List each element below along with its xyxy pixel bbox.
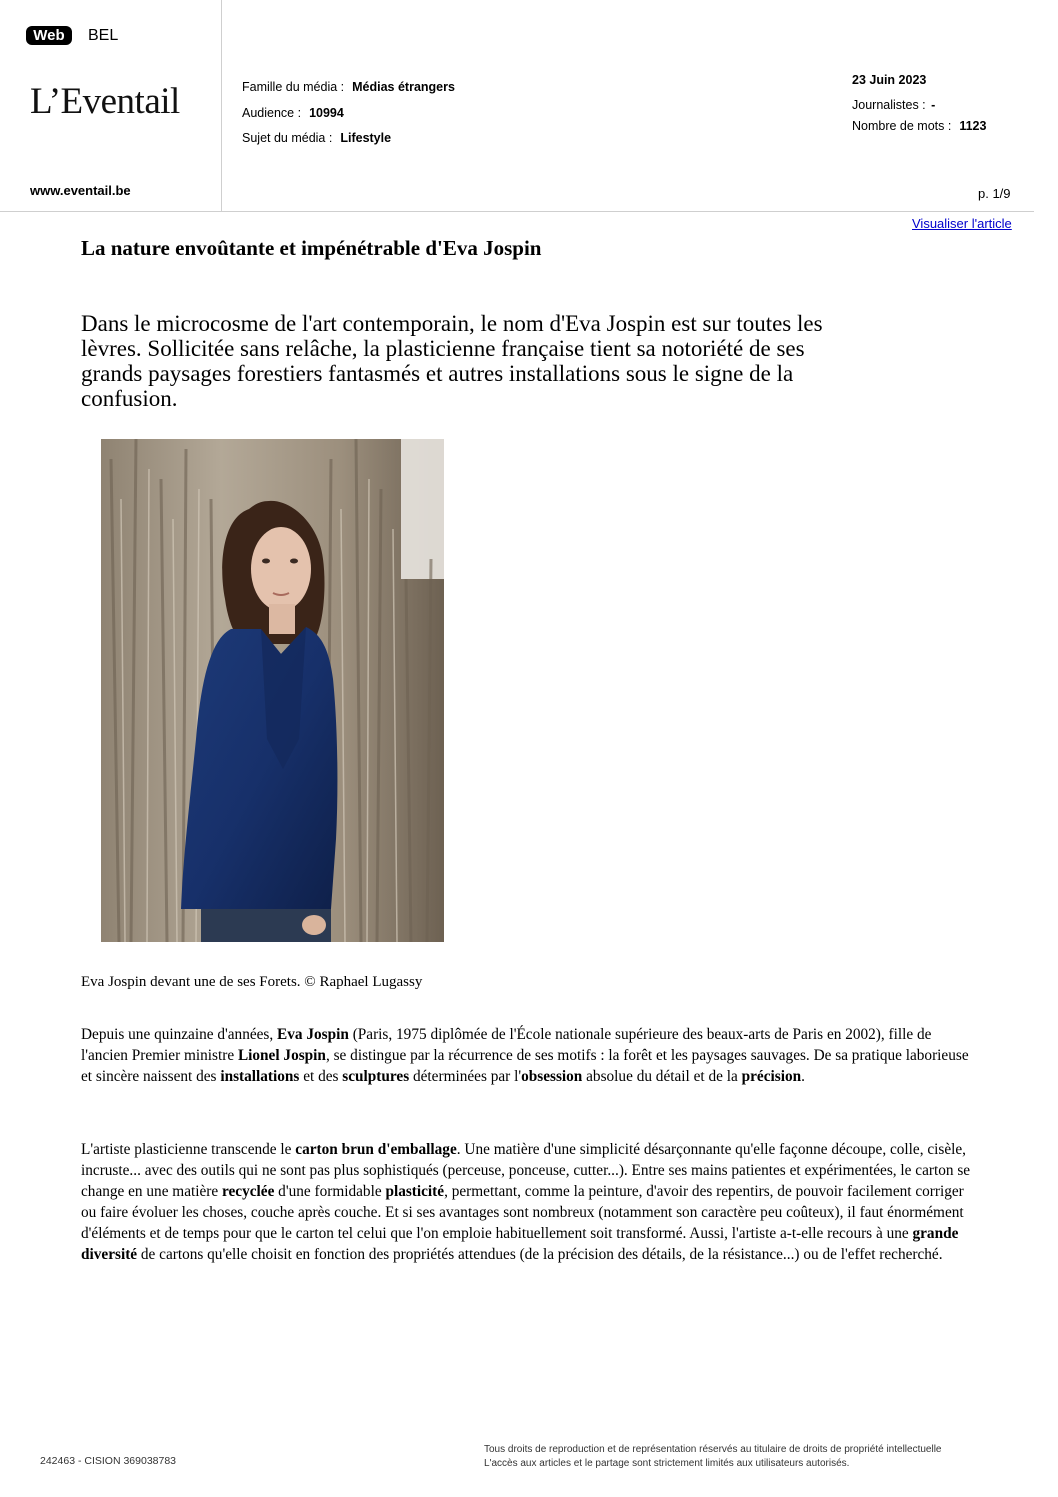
meta-media-family [242, 80, 455, 94]
meta-subject-value: Lifestyle [340, 131, 392, 145]
view-article-link[interactable]: Visualiser l'article [912, 216, 1012, 231]
text-run: d'une formidable [274, 1183, 386, 1200]
article-paragraph-1 [81, 1024, 981, 1087]
meta-audience-value: 10994 [309, 106, 344, 120]
meta-journalists-value: - [931, 98, 936, 112]
bold-text-run: Lionel Jospin [237, 1047, 326, 1064]
bold-text-run: précision [741, 1068, 802, 1085]
country-code: BEL [88, 27, 119, 44]
copyright-line-1: Tous droits de reproduction et de représentation réservés au titulaire de droits de propriété intellectuelle [484, 1444, 942, 1455]
article-photo [101, 439, 444, 942]
text-run: déterminées par l' [409, 1068, 522, 1085]
meta-audience [242, 106, 344, 120]
bold-text-run: installations [220, 1068, 300, 1085]
publication-logo: L’Eventail [30, 81, 180, 122]
text-run: . Une matière d'une simplicité désarçonnante qu'elle façonne découpe, colle, cisèle, incruste... avec des outils qui ne sont pas plus sophistiqués (perceuse, ponceuse, cutter...). Entre ses mains patientes et expérimentées, le carton se change en une matière [81, 1141, 971, 1200]
text-run: (Paris, 1975 diplômée de l'École nationale supérieure des beaux-arts de Paris en 2002), fille de l'ancien Premier ministre [81, 1026, 932, 1064]
publication-url: www.eventail.be [30, 183, 131, 198]
article-title: La nature envoûtante et impénétrable d'Eva Jospin [81, 236, 542, 260]
bold-text-run: recyclée [222, 1183, 275, 1200]
text-run: absolue du détail et de la [582, 1068, 742, 1085]
meta-journalists [852, 98, 935, 112]
text-run: et des [299, 1068, 343, 1085]
bold-text-run: plasticité [385, 1183, 445, 1200]
media-type-badge: Web [26, 26, 72, 45]
header-divider-vertical [221, 0, 222, 212]
text-run: , se distingue par la récurrence de ses motifs : la forêt et les paysages sauvages. De sa pratique laborieuse et sincère naissent des [81, 1047, 969, 1085]
page-number: p. 1/9 [978, 186, 1011, 201]
document-reference-id: 242463 - CISION 369038783 [40, 1455, 177, 1467]
copyright-line-2: L'accès aux articles et le partage sont strictement limités aux utilisateurs autorisés. [484, 1458, 850, 1469]
bold-text-run: grande diversité [81, 1225, 959, 1263]
meta-subject-label: Sujet du média : [242, 131, 333, 145]
text-run: de cartons qu'elle choisit en fonction des propriétés attendues (de la précision des détails, de la résistance...) ou de l'effet recherché. [137, 1246, 943, 1263]
bold-text-run: sculptures [342, 1068, 410, 1085]
text-run: . [801, 1068, 805, 1085]
meta-media-family-label: Famille du média : [242, 80, 345, 94]
bold-text-run: carton brun d'emballage [295, 1141, 457, 1158]
bold-text-run: Eva Jospin [277, 1026, 349, 1043]
meta-journalists-label: Journalistes : [852, 98, 926, 112]
meta-word-count-value: 1123 [959, 119, 987, 133]
portrait-photo-illustration [101, 439, 444, 942]
photo-caption: Eva Jospin devant une de ses Forets. © Raphael Lugassy [81, 974, 423, 990]
publication-date: 23 Juin 2023 [852, 73, 927, 87]
meta-media-family-value: Médias étrangers [352, 80, 455, 94]
header-divider-horizontal [0, 211, 1034, 212]
meta-word-count [852, 119, 986, 133]
text-run: L'artiste plasticienne transcende le [81, 1141, 296, 1158]
bold-text-run: obsession [521, 1068, 583, 1085]
copyright-notice [484, 1443, 942, 1471]
article-lead: Dans le microcosme de l'art contemporain, le nom d'Eva Jospin est sur toutes les lèvres. Sollicitée sans relâche, la plasticienne française tient sa notoriété de ses grands paysages forestiers fantasmés et autres installations sous le signe de la confusion. [81, 311, 823, 411]
text-run: , permettant, comme la peinture, d'avoir des repentirs, de pouvoir facilement corriger ou faire évoluer les choses, couche après couche. Et si ses avantages sont nombreux (notamment son caractère peu coûteux), il faut énormément d'éléments et de temps pour que le carton tel celui que l'on emploie habituellement soit transformé. Aussi, l'artiste a-t-elle recours à une [81, 1183, 964, 1242]
meta-audience-label: Audience : [242, 106, 302, 120]
article-paragraph-2 [81, 1139, 981, 1265]
text-run: Depuis une quinzaine d'années, [81, 1026, 278, 1043]
meta-subject [242, 131, 391, 145]
meta-word-count-label: Nombre de mots : [852, 119, 952, 133]
